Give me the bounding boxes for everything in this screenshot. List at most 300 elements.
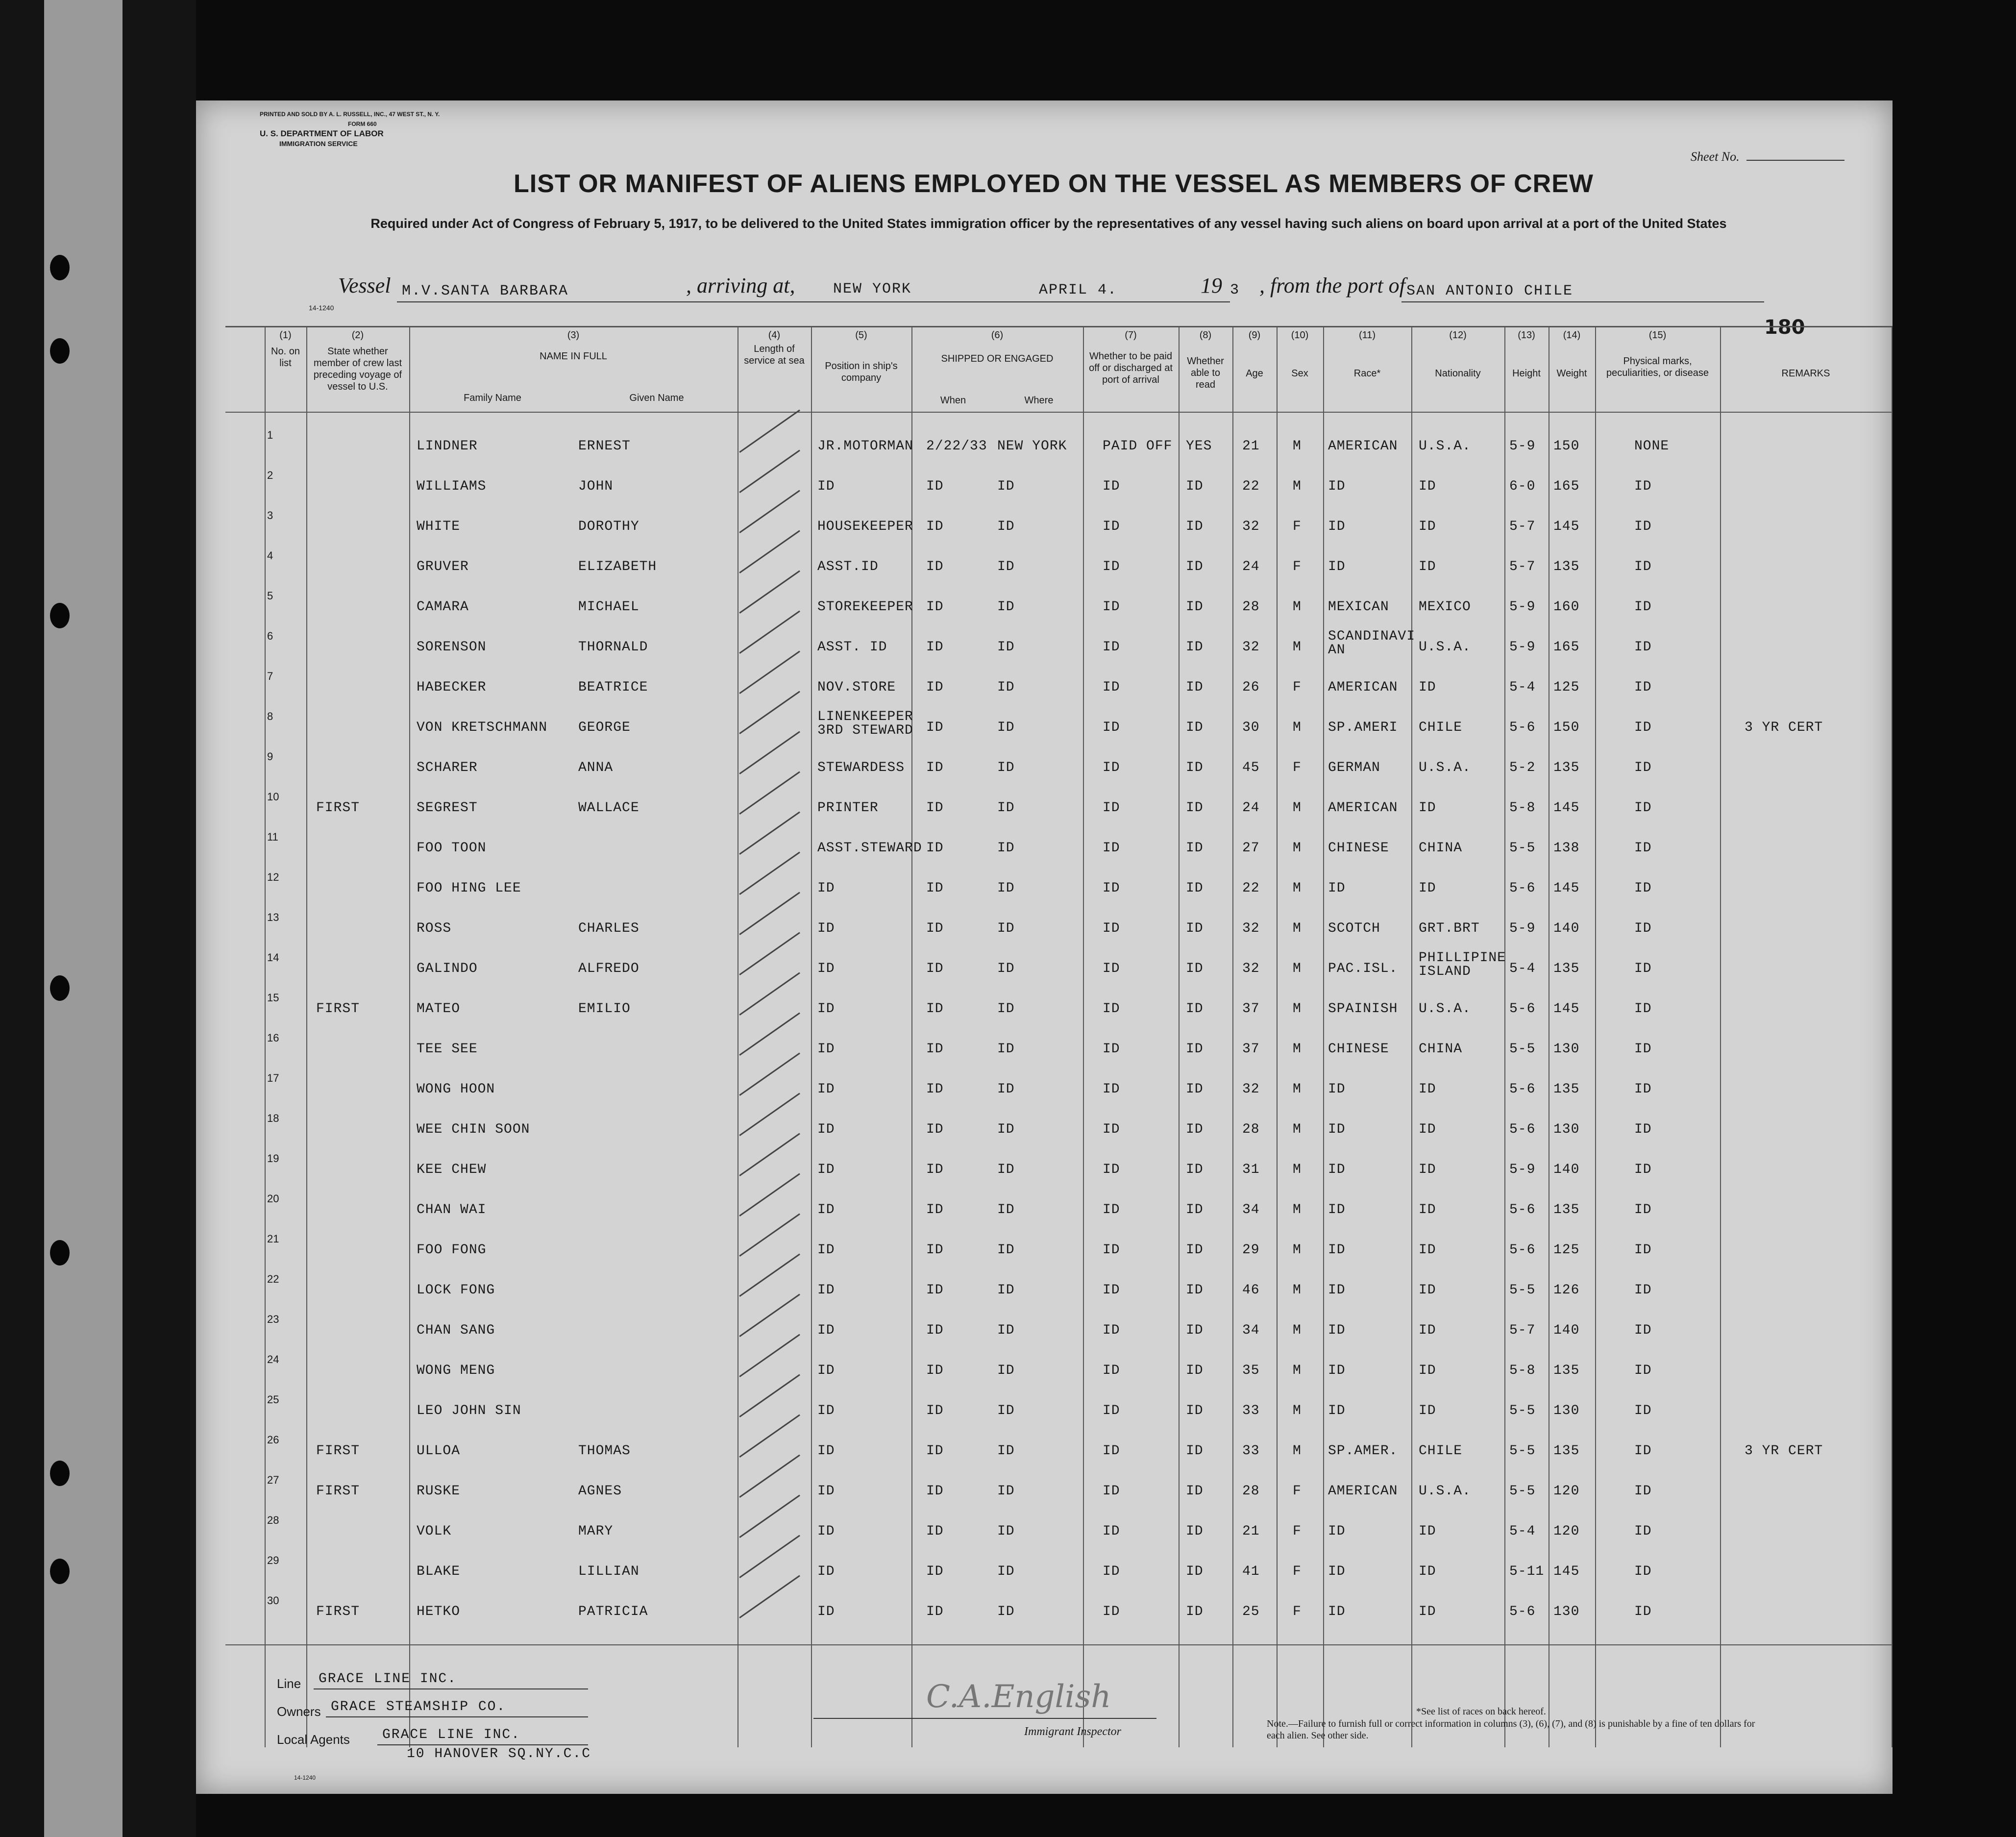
form-code: 14-1240 <box>309 304 334 312</box>
arrival-port: NEW YORK <box>833 281 912 298</box>
shipped-when-cell: ID <box>926 1323 944 1338</box>
shipped-when-cell: ID <box>926 1122 944 1137</box>
header-age: Age <box>1246 368 1263 379</box>
weight-cell: 125 <box>1553 680 1580 695</box>
shipped-when-cell: ID <box>926 921 944 936</box>
height-cell: 5-9 <box>1509 599 1536 615</box>
sheet-label: Sheet No. <box>1691 149 1740 164</box>
paid-off-cell: ID <box>1103 640 1120 655</box>
marks-cell: ID <box>1634 1323 1652 1338</box>
sex-cell: F <box>1293 760 1302 775</box>
header-position: Position in ship's company <box>825 361 898 383</box>
marks-cell: ID <box>1634 720 1652 735</box>
height-cell: 5-6 <box>1509 1604 1536 1619</box>
family-name-cell: LEO JOHN SIN <box>417 1403 521 1418</box>
length-of-service-checkmark <box>739 611 800 654</box>
age-cell: 45 <box>1242 760 1260 775</box>
sex-cell: M <box>1293 599 1302 615</box>
column-rule <box>1323 326 1324 1747</box>
signature-line <box>813 1718 1156 1719</box>
race-cell: CHINESE <box>1328 841 1389 856</box>
paid-off-cell: ID <box>1103 800 1120 816</box>
given-name-cell: THORNALD <box>578 640 648 655</box>
position-cell: ID <box>817 1001 835 1017</box>
form-number: FORM 660 <box>348 121 377 127</box>
shipped-where-cell: ID <box>997 720 1015 735</box>
race-cell: ID <box>1328 1403 1346 1418</box>
paid-off-cell: ID <box>1103 1443 1120 1459</box>
nationality-cell: ID <box>1419 1242 1436 1258</box>
vessel-name: M.V.SANTA BARBARA <box>402 283 569 299</box>
paid-off-cell: ID <box>1103 881 1120 896</box>
race-cell: ID <box>1328 1082 1346 1097</box>
shipped-where-cell: ID <box>997 1363 1015 1378</box>
family-name-cell: WILLIAMS <box>417 479 487 494</box>
nationality-cell: U.S.A. <box>1419 640 1471 655</box>
position-cell: ID <box>817 479 835 494</box>
header-given: Given Name <box>629 393 684 403</box>
length-of-service-checkmark <box>739 731 800 774</box>
weight-cell: 135 <box>1553 559 1580 574</box>
arrival-date: APRIL 4. <box>1039 282 1118 298</box>
length-of-service-checkmark <box>739 1334 800 1377</box>
shipped-where-cell: ID <box>997 1162 1015 1177</box>
age-cell: 46 <box>1242 1283 1260 1298</box>
col-number: (13) <box>1518 330 1535 341</box>
family-name-cell: WONG MENG <box>417 1363 495 1378</box>
race-cell: ID <box>1328 1162 1346 1177</box>
sex-cell: M <box>1293 1242 1302 1258</box>
given-name-cell: WALLACE <box>578 800 639 816</box>
height-cell: 5-9 <box>1509 921 1536 936</box>
family-name-cell: WONG HOON <box>417 1082 495 1097</box>
weight-cell: 135 <box>1553 760 1580 775</box>
owners-underline <box>326 1716 588 1717</box>
paid-off-cell: ID <box>1103 479 1120 494</box>
sheet-number-line <box>1746 160 1844 161</box>
paid-off-cell: ID <box>1103 559 1120 574</box>
nationality-cell: ID <box>1419 1403 1436 1418</box>
row-number: 20 <box>267 1192 279 1205</box>
height-cell: 5-6 <box>1509 881 1536 896</box>
state-cell: FIRST <box>316 1484 360 1499</box>
family-name-cell: SCHARER <box>417 760 478 775</box>
weight-cell: 130 <box>1553 1122 1580 1137</box>
length-of-service-checkmark <box>739 1455 800 1498</box>
header-read: Whether able to read <box>1187 356 1224 390</box>
race-cell: SP.AMERI <box>1328 720 1398 735</box>
row-number: 26 <box>267 1434 279 1446</box>
height-cell: 5-11 <box>1509 1564 1545 1579</box>
family-name-cell: SEGREST <box>417 800 478 816</box>
shipped-where-cell: ID <box>997 881 1015 896</box>
shipped-when-cell: ID <box>926 680 944 695</box>
race-cell: ID <box>1328 1122 1346 1137</box>
given-name-cell: MICHAEL <box>578 599 639 615</box>
punch-hole <box>50 255 70 280</box>
shipped-where-cell: ID <box>997 479 1015 494</box>
marks-cell: ID <box>1634 479 1652 494</box>
shipped-where-cell: ID <box>997 680 1015 695</box>
nationality-cell: U.S.A. <box>1419 1484 1471 1499</box>
weight-cell: 145 <box>1553 1564 1580 1579</box>
row-number: 12 <box>267 871 279 883</box>
position-cell: LINENKEEPER 3RD STEWARD <box>817 709 913 738</box>
paid-off-cell: ID <box>1103 921 1120 936</box>
nationality-cell: ID <box>1419 479 1436 494</box>
able-to-read-cell: ID <box>1186 1524 1204 1539</box>
nationality-cell: ID <box>1419 1564 1436 1579</box>
shipped-when-cell: ID <box>926 1283 944 1298</box>
sex-cell: M <box>1293 1122 1302 1137</box>
row-number: 29 <box>267 1554 279 1566</box>
race-cell: SPAINISH <box>1328 1001 1398 1017</box>
shipped-when-cell: ID <box>926 1082 944 1097</box>
given-name-cell: BEATRICE <box>578 680 648 695</box>
column-rule <box>1083 326 1084 1747</box>
weight-cell: 138 <box>1553 841 1580 856</box>
height-cell: 6-0 <box>1509 479 1536 494</box>
paid-off-cell: ID <box>1103 760 1120 775</box>
weight-cell: 120 <box>1553 1524 1580 1539</box>
state-cell: FIRST <box>316 1604 360 1619</box>
paid-off-cell: ID <box>1103 1202 1120 1217</box>
shipped-where-cell: ID <box>997 1202 1015 1217</box>
height-cell: 5-9 <box>1509 1162 1536 1177</box>
paid-off-cell: ID <box>1103 1564 1120 1579</box>
row-number: 2 <box>267 469 273 481</box>
column-rule <box>1179 326 1180 1747</box>
row-number: 28 <box>267 1514 279 1526</box>
punch-hole <box>50 1240 70 1266</box>
row-number: 13 <box>267 911 279 923</box>
shipped-where-cell: ID <box>997 961 1015 976</box>
weight-cell: 140 <box>1553 1162 1580 1177</box>
length-of-service-checkmark <box>739 771 800 815</box>
shipped-where-cell: ID <box>997 841 1015 856</box>
weight-cell: 130 <box>1553 1403 1580 1418</box>
marks-cell: ID <box>1634 1001 1652 1017</box>
weight-cell: 140 <box>1553 921 1580 936</box>
able-to-read-cell: ID <box>1186 800 1204 816</box>
marks-cell: ID <box>1634 1122 1652 1137</box>
sex-cell: F <box>1293 1524 1302 1539</box>
sex-cell: M <box>1293 961 1302 976</box>
column-rule <box>306 326 307 1747</box>
nationality-cell: ID <box>1419 1524 1436 1539</box>
shipped-where-cell: NEW YORK <box>997 439 1067 454</box>
col-number: (14) <box>1563 330 1581 341</box>
shipped-where-cell: ID <box>997 1283 1015 1298</box>
weight-cell: 150 <box>1553 720 1580 735</box>
height-cell: 5-6 <box>1509 720 1536 735</box>
column-rule <box>265 326 266 1747</box>
height-cell: 5-9 <box>1509 640 1536 655</box>
sex-cell: M <box>1293 1001 1302 1017</box>
header-where: Where <box>1024 395 1054 406</box>
shipped-where-cell: ID <box>997 1042 1015 1057</box>
paid-off-cell: ID <box>1103 1363 1120 1378</box>
shipped-where-cell: ID <box>997 1564 1015 1579</box>
age-cell: 22 <box>1242 479 1260 494</box>
shipped-when-cell: ID <box>926 841 944 856</box>
nationality-cell: ID <box>1419 519 1436 534</box>
position-cell: JR.MOTORMAN <box>817 439 913 454</box>
age-cell: 24 <box>1242 800 1260 816</box>
marks-cell: ID <box>1634 1283 1652 1298</box>
race-cell: AMERICAN <box>1328 1484 1398 1499</box>
able-to-read-cell: ID <box>1186 1202 1204 1217</box>
row-number: 1 <box>267 429 273 441</box>
able-to-read-cell: ID <box>1186 1122 1204 1137</box>
family-name-cell: GALINDO <box>417 961 478 976</box>
position-cell: PRINTER <box>817 800 879 816</box>
height-cell: 5-7 <box>1509 1323 1536 1338</box>
position-cell: ID <box>817 1202 835 1217</box>
row-number: 9 <box>267 750 273 763</box>
agents-address: 10 HANOVER SQ.NY.C.C <box>407 1746 591 1762</box>
weight-cell: 145 <box>1553 800 1580 816</box>
nationality-cell: ID <box>1419 881 1436 896</box>
weight-cell: 130 <box>1553 1042 1580 1057</box>
header-length: Length of service at sea <box>744 344 805 366</box>
sex-cell: M <box>1293 1202 1302 1217</box>
punch-hole <box>50 338 70 364</box>
nationality-cell: PHILLIPINE ISLAND <box>1419 950 1506 979</box>
position-cell: HOUSEKEEPER <box>817 519 913 534</box>
able-to-read-cell: ID <box>1186 1323 1204 1338</box>
family-name-cell: HABECKER <box>417 680 487 695</box>
shipped-when-cell: ID <box>926 1202 944 1217</box>
age-cell: 29 <box>1242 1242 1260 1258</box>
position-cell: ID <box>817 1042 835 1057</box>
row-number: 4 <box>267 549 273 562</box>
position-cell: ID <box>817 1363 835 1378</box>
family-name-cell: KEE CHEW <box>417 1162 487 1177</box>
height-cell: 5-5 <box>1509 1042 1536 1057</box>
marks-cell: ID <box>1634 1484 1652 1499</box>
races-note: *See list of races on back hereof. <box>1416 1706 1546 1717</box>
header-bottom-rule <box>225 412 1892 413</box>
nationality-cell: CHILE <box>1419 720 1463 735</box>
shipped-when-cell: ID <box>926 1363 944 1378</box>
paid-off-cell: ID <box>1103 720 1120 735</box>
date-underline <box>1000 301 1230 302</box>
given-name-cell: ALFREDO <box>578 961 639 976</box>
header-weight: Weight <box>1556 368 1587 379</box>
shipped-when-cell: ID <box>926 1403 944 1418</box>
penalty-note: Note.—Failure to furnish full or correct information in columns (3), (6), (7), and (8) is punishable by a fine of ten dollars for each alien. See other side. <box>1267 1718 1755 1741</box>
nationality-cell: GRT.BRT <box>1419 921 1480 936</box>
col-number: (4) <box>768 330 781 341</box>
weight-cell: 135 <box>1553 1443 1580 1459</box>
given-name-cell: AGNES <box>578 1484 622 1499</box>
shipped-when-cell: ID <box>926 519 944 534</box>
sex-cell: M <box>1293 1042 1302 1057</box>
length-of-service-checkmark <box>739 1535 800 1578</box>
weight-cell: 165 <box>1553 640 1580 655</box>
agents-underline <box>377 1744 588 1745</box>
nationality-cell: ID <box>1419 1363 1436 1378</box>
length-of-service-checkmark <box>739 691 800 734</box>
nationality-cell: ID <box>1419 1202 1436 1217</box>
age-cell: 41 <box>1242 1564 1260 1579</box>
header-when: When <box>940 395 966 406</box>
col-number: (7) <box>1125 330 1137 341</box>
state-cell: FIRST <box>316 1443 360 1459</box>
length-of-service-checkmark <box>739 1093 800 1136</box>
able-to-read-cell: ID <box>1186 1484 1204 1499</box>
paid-off-cell: ID <box>1103 1001 1120 1017</box>
position-cell: ASST.ID <box>817 559 879 574</box>
height-cell: 5-6 <box>1509 1082 1536 1097</box>
paid-off-cell: ID <box>1103 1403 1120 1418</box>
marks-cell: ID <box>1634 921 1652 936</box>
position-cell: ID <box>817 1082 835 1097</box>
length-of-service-checkmark <box>739 892 800 935</box>
able-to-read-cell: ID <box>1186 720 1204 735</box>
able-to-read-cell: ID <box>1186 1082 1204 1097</box>
position-cell: ID <box>817 1122 835 1137</box>
age-cell: 28 <box>1242 1122 1260 1137</box>
punch-hole <box>50 1559 70 1584</box>
height-cell: 5-8 <box>1509 800 1536 816</box>
length-of-service-checkmark <box>739 1053 800 1096</box>
age-cell: 28 <box>1242 599 1260 615</box>
inspector-label: Immigrant Inspector <box>1024 1725 1121 1738</box>
able-to-read-cell: ID <box>1186 559 1204 574</box>
punch-hole <box>50 975 70 1001</box>
length-of-service-checkmark <box>739 490 800 533</box>
shipped-where-cell: ID <box>997 1403 1015 1418</box>
shipped-where-cell: ID <box>997 800 1015 816</box>
paid-off-cell: ID <box>1103 1162 1120 1177</box>
remarks-cell: 3 YR CERT <box>1745 720 1823 735</box>
position-cell: STOREKEEPER <box>817 599 913 615</box>
race-cell: ID <box>1328 1363 1346 1378</box>
height-cell: 5-7 <box>1509 519 1536 534</box>
position-cell: ID <box>817 881 835 896</box>
weight-cell: 145 <box>1553 1001 1580 1017</box>
shipped-where-cell: ID <box>997 640 1015 655</box>
paid-off-cell: ID <box>1103 1122 1120 1137</box>
length-of-service-checkmark <box>739 1214 800 1257</box>
marks-cell: ID <box>1634 1363 1652 1378</box>
header-height: Height <box>1512 368 1541 379</box>
given-name-cell: DOROTHY <box>578 519 639 534</box>
given-name-cell: ERNEST <box>578 439 631 454</box>
length-of-service-checkmark <box>739 1013 800 1056</box>
nationality-cell: CHINA <box>1419 1042 1463 1057</box>
column-rule <box>409 326 410 1747</box>
length-of-service-checkmark <box>739 1294 800 1337</box>
race-cell: SP.AMER. <box>1328 1443 1398 1459</box>
shipped-where-cell: ID <box>997 599 1015 615</box>
departure-port: SAN ANTONIO CHILE <box>1406 283 1573 299</box>
header-shipped: SHIPPED OR ENGAGED <box>941 353 1054 364</box>
family-name-cell: CHAN SANG <box>417 1323 495 1338</box>
shipped-where-cell: ID <box>997 1323 1015 1338</box>
able-to-read-cell: ID <box>1186 680 1204 695</box>
weight-cell: 160 <box>1553 599 1580 615</box>
nationality-cell: ID <box>1419 1082 1436 1097</box>
length-of-service-checkmark <box>739 1173 800 1216</box>
length-of-service-checkmark <box>739 571 800 614</box>
paid-off-cell: ID <box>1103 1604 1120 1619</box>
height-cell: 5-4 <box>1509 680 1536 695</box>
shipped-when-cell: ID <box>926 1242 944 1258</box>
row-number: 27 <box>267 1474 279 1486</box>
able-to-read-cell: ID <box>1186 881 1204 896</box>
position-cell: ID <box>817 1484 835 1499</box>
race-cell: ID <box>1328 559 1346 574</box>
height-cell: 5-5 <box>1509 1443 1536 1459</box>
sex-cell: F <box>1293 1564 1302 1579</box>
nationality-cell: ID <box>1419 1122 1436 1137</box>
height-cell: 5-8 <box>1509 1363 1536 1378</box>
marks-cell: ID <box>1634 1604 1652 1619</box>
col-number: (6) <box>991 330 1004 341</box>
nationality-cell: CHINA <box>1419 841 1463 856</box>
sex-cell: F <box>1293 559 1302 574</box>
sex-cell: M <box>1293 1443 1302 1459</box>
age-cell: 37 <box>1242 1042 1260 1057</box>
family-name-cell: VON KRETSCHMANN <box>417 720 548 735</box>
column-rule <box>1504 326 1505 1747</box>
paid-off-cell: ID <box>1103 519 1120 534</box>
manifest-page <box>196 100 1893 1794</box>
length-of-service-checkmark <box>739 651 800 694</box>
row-number: 24 <box>267 1353 279 1365</box>
able-to-read-cell: ID <box>1186 1604 1204 1619</box>
shipped-when-cell: ID <box>926 720 944 735</box>
row-number: 22 <box>267 1273 279 1285</box>
row-number: 6 <box>267 630 273 642</box>
row-number: 3 <box>267 509 273 521</box>
agents-value: GRACE LINE INC. <box>382 1727 521 1742</box>
height-cell: 5-5 <box>1509 841 1536 856</box>
row-number: 30 <box>267 1594 279 1607</box>
shipped-where-cell: ID <box>997 1443 1015 1459</box>
able-to-read-cell: YES <box>1186 439 1212 454</box>
weight-cell: 130 <box>1553 1604 1580 1619</box>
family-name-cell: WHITE <box>417 519 461 534</box>
shipped-when-cell: ID <box>926 599 944 615</box>
race-cell: ID <box>1328 1604 1346 1619</box>
sex-cell: M <box>1293 479 1302 494</box>
nationality-cell: CHILE <box>1419 1443 1463 1459</box>
sex-cell: M <box>1293 1283 1302 1298</box>
shipped-when-cell: ID <box>926 800 944 816</box>
weight-cell: 165 <box>1553 479 1580 494</box>
able-to-read-cell: ID <box>1186 1564 1204 1579</box>
length-of-service-checkmark <box>739 1575 800 1618</box>
family-name-cell: LINDNER <box>417 439 478 454</box>
height-cell: 5-4 <box>1509 961 1536 976</box>
family-name-cell: WEE CHIN SOON <box>417 1122 530 1137</box>
age-cell: 32 <box>1242 1082 1260 1097</box>
shipped-where-cell: ID <box>997 1484 1015 1499</box>
marks-cell: ID <box>1634 841 1652 856</box>
marks-cell: ID <box>1634 1242 1652 1258</box>
shipped-when-cell: ID <box>926 1001 944 1017</box>
length-of-service-checkmark <box>739 932 800 975</box>
position-cell: ID <box>817 1283 835 1298</box>
row-number: 11 <box>267 831 278 843</box>
sex-cell: F <box>1293 680 1302 695</box>
owners-value: GRACE STEAMSHIP CO. <box>331 1699 506 1714</box>
service-label: IMMIGRATION SERVICE <box>279 140 358 148</box>
